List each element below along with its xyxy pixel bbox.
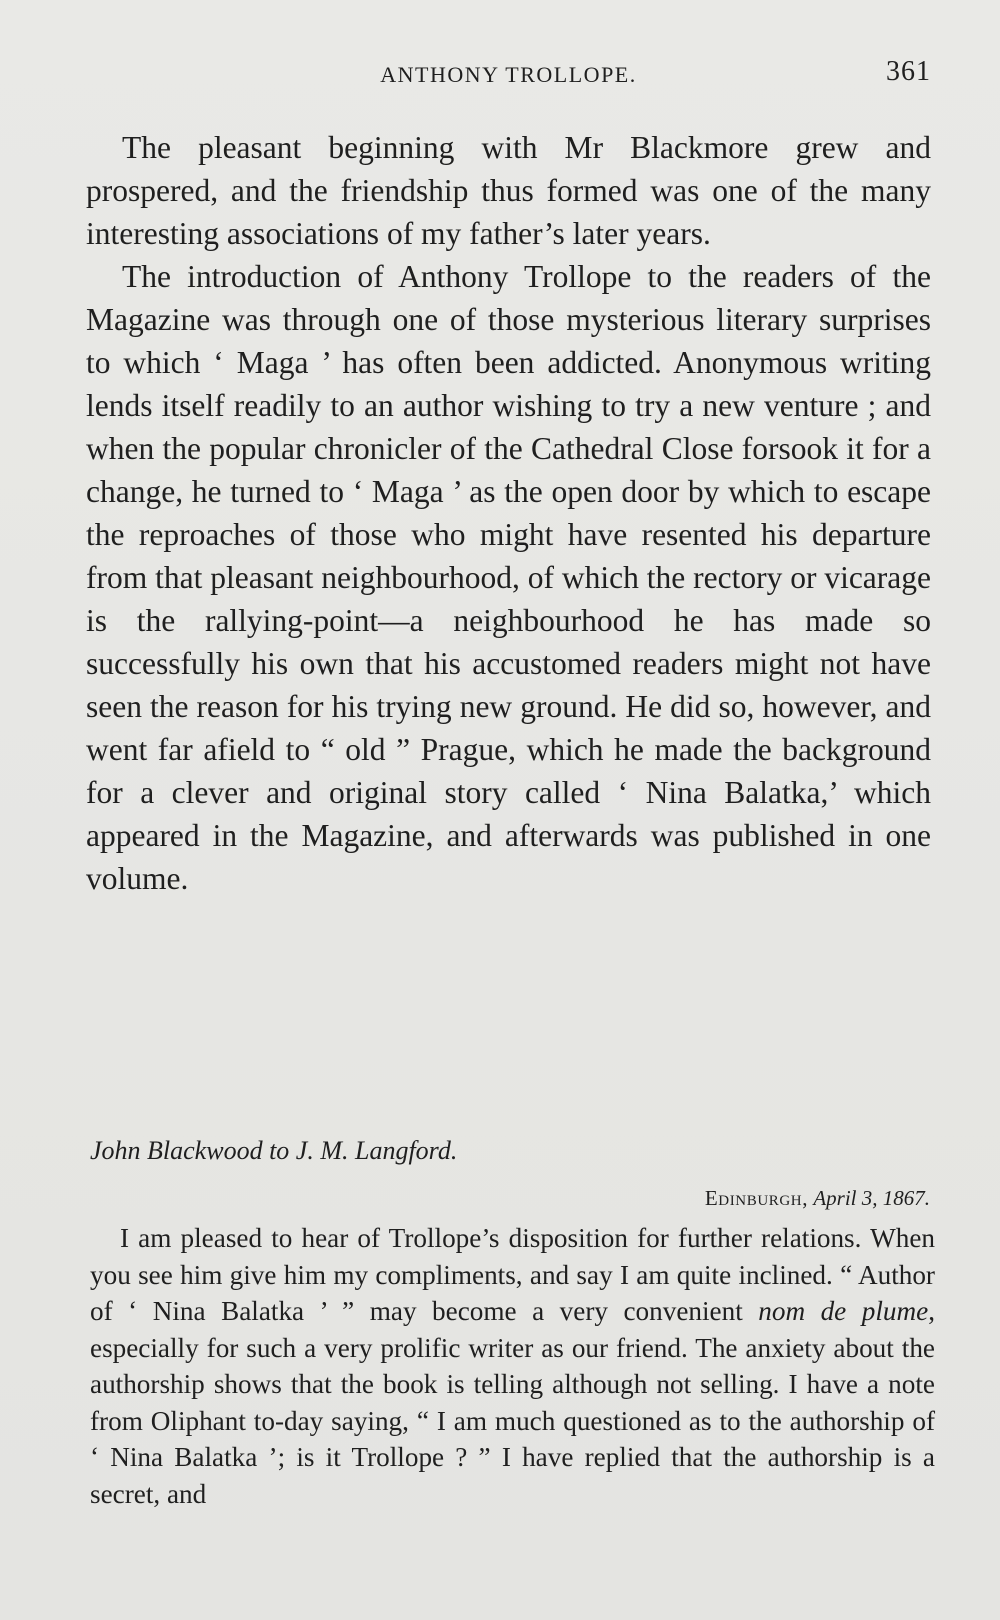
letter-heading: John Blackwood to J. M. Langford. [90,1136,458,1165]
letter-place: Edinburgh, [704,1186,809,1210]
letter-paragraph [90,1220,935,1512]
running-head [86,56,931,96]
letter-text [90,1220,935,1512]
letter-italic-phrase: nom de plume [758,1296,929,1326]
paragraph: The introduction of Anthony Trollope to the readers of the Magazine was through one of those mysterious literary surprises to which ‘ Maga ’ has often been addicted. Anonymous writing lends itself readily to an author wishing to try a new venture ; and when the popular chronicler of the Cathedral Close forsook it for a change, he turned to ‘ Maga ’ as the open door by which to escape the reproaches of those who might have resented his departure from that pleasant neighbourhood, of which the rectory or vicarage is the rallying-point—a neighbourhood he has made so successfully his own that his accustomed readers might not have seen the reason for his trying new ground. He did so, however, and went far afield to “ old ” Prague, which he made the background for a clever and original story called ‘ Nina Balatka,’ which appeared in the Magazine, and afterwards was published in one volume. [86,259,931,896]
paragraph: The pleasant beginning with Mr Blackmore grew and prospered, and the friendship thus formed was one of the many interesting associations of my father’s later years. [86,130,931,251]
page-number: 361 [886,56,931,87]
letter-text-part: , especially for such a very prolific writer as our friend. The anxiety about the authorship shows that the book is telling although not selling. I have a note from Oliphant to-day saying, “ I am much questioned as to the authorship of ‘ Nina Balatka ’; is it Trollope ? ” I have replied that the authorship is a secret, and [90,1296,935,1509]
letter-dateline [705,1186,930,1211]
letter-text-part: I am pleased to hear of Trollope’s disposition for further relations. When you see him give him my compliments, and say I am quite inclined. “ Author of ‘ Nina Balatka ’ ” may become a very convenient [90,1223,935,1326]
letter-date: April 3, 1867. [813,1186,930,1210]
running-title: ANTHONY TROLLOPE. [380,62,637,87]
body-text [86,126,931,900]
